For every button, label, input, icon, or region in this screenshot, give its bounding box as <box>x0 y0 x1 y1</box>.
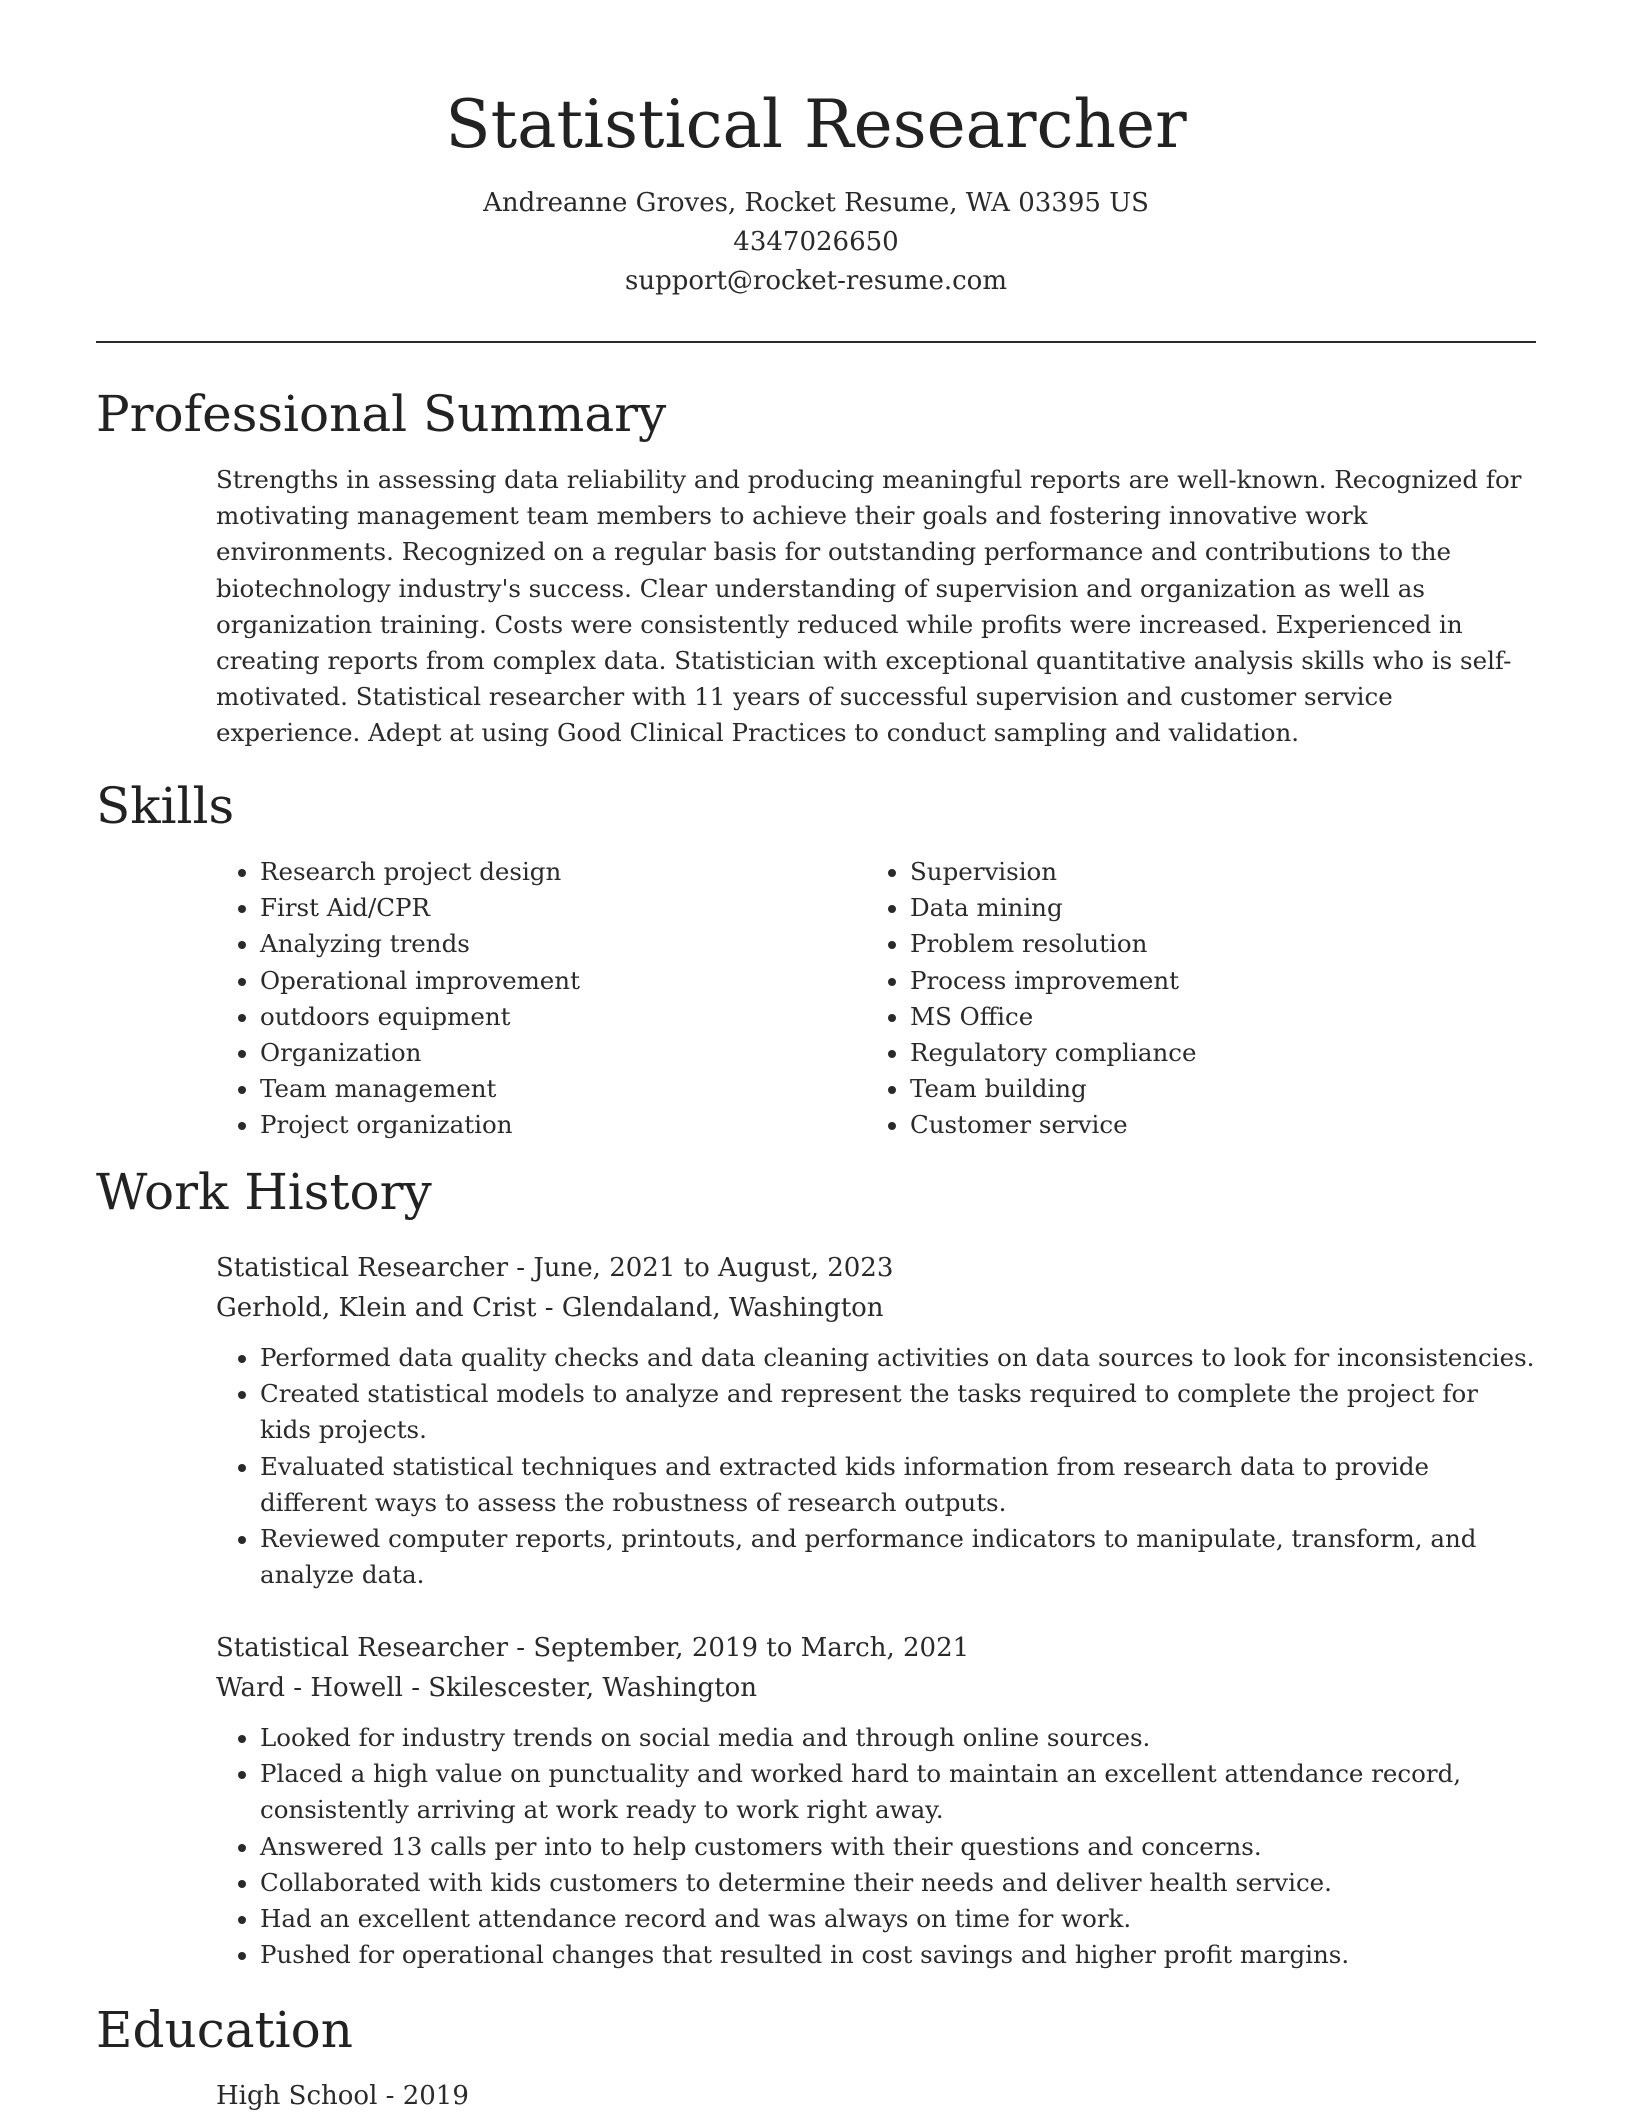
skill-item: • Team management <box>260 1071 860 1107</box>
job-entry <box>216 1628 1536 1973</box>
education-entry <box>216 2076 469 2112</box>
job-bullet: • Looked for industry trends on social media and through online sources. <box>260 1720 1536 1756</box>
job-title-line <box>216 1628 1536 1668</box>
job-title: Statistical Researcher <box>216 1633 509 1663</box>
skill-item: • Regulatory compliance <box>910 1035 1510 1071</box>
job-bullet: • Performed data quality checks and data cleaning activities on data sources to look for inconsistencies. <box>260 1340 1536 1376</box>
skill-item: • MS Office <box>910 999 1510 1035</box>
skill-item: • Analyzing trends <box>260 926 860 962</box>
skill-item: • Organization <box>260 1035 860 1071</box>
summary-text: Strengths in assessing data reliability and producing meaningful reports are well-known. Recognized for motivating management team members to achieve their goals and fostering innovative work environments. Recognized on a regular basis for outstanding performance and contributions to the biotechnology industry's success. Clear understanding of supervision and organization as well as organization training. Costs were consistently reduced while profits were increased. Experienced in creating reports from complex data. Statistician with exceptional quantitative analysis skills who is self-motivated. Statistical researcher with 11 years of successful supervision and customer service experience. Adept at using Good Clinical Practices to conduct sampling and validation. <box>216 465 1522 748</box>
resume-title: Statistical Researcher <box>445 86 1187 163</box>
job-bullet-list <box>216 1340 1536 1593</box>
job-bullet: • Reviewed computer reports, printouts, and performance indicators to manipulate, transform, and analyze data. <box>260 1521 1536 1593</box>
skill-item: • Problem resolution <box>910 926 1510 962</box>
education-year: 2019 <box>402 2081 469 2111</box>
contact-email: support@rocket-resume.com <box>624 266 1007 296</box>
job-dates: June, 2021 to August, 2023 <box>533 1253 894 1283</box>
education-degree: High School <box>216 2081 378 2111</box>
skill-item: • Project organization <box>260 1107 860 1143</box>
job-title-line <box>216 1248 1536 1288</box>
job-company: Gerhold, Klein and Crist <box>216 1293 537 1323</box>
contact-address: Andreanne Groves, Rocket Resume, WA 03395 US <box>483 188 1149 218</box>
job-bullet: • Created statistical models to analyze and represent the tasks required to complete the project for kids projects. <box>260 1376 1536 1448</box>
separator: - <box>402 1673 429 1703</box>
job-bullet: • Collaborated with kids customers to determine their needs and deliver health service. <box>260 1865 1536 1901</box>
job-bullet: • Answered 13 calls per into to help customers with their questions and concerns. <box>260 1829 1536 1865</box>
job-dates: September, 2019 to March, 2021 <box>533 1633 970 1663</box>
job-company-line <box>216 1288 1536 1328</box>
job-company-line <box>216 1668 1536 1708</box>
job-location: Glendaland, Washington <box>561 1293 884 1323</box>
skill-item: • Operational improvement <box>260 963 860 999</box>
contact-phone: 4347026650 <box>733 227 899 257</box>
job-location: Skilescester, Washington <box>428 1673 758 1703</box>
job-company: Ward - Howell <box>216 1673 403 1703</box>
job-bullet: • Pushed for operational changes that resulted in cost savings and higher profit margins. <box>260 1937 1536 1973</box>
separator: - <box>536 1293 562 1323</box>
job-title: Statistical Researcher <box>216 1253 509 1283</box>
skill-item: • Customer service <box>910 1107 1510 1143</box>
skill-item: • Data mining <box>910 890 1510 926</box>
skill-item: • Research project design <box>260 854 860 890</box>
skill-item: • Team building <box>910 1071 1510 1107</box>
job-bullet: • Placed a high value on punctuality and worked hard to maintain an excellent attendance record, consistently arriving at work ready to work right away. <box>260 1756 1536 1828</box>
resume-header <box>96 82 1536 301</box>
section-title-work: Work History <box>96 1163 432 1221</box>
section-title-skills: Skills <box>96 777 235 835</box>
skill-item: • Process improvement <box>910 963 1510 999</box>
separator: - <box>508 1253 534 1283</box>
skill-item: • outdoors equipment <box>260 999 860 1035</box>
job-entry <box>216 1248 1536 1593</box>
section-title-education: Education <box>96 2001 353 2059</box>
skill-item: • First Aid/CPR <box>260 890 860 926</box>
separator: - <box>377 2081 403 2111</box>
job-bullet: • Had an excellent attendance record and was always on time for work. <box>260 1901 1536 1937</box>
job-bullet: • Evaluated statistical techniques and extracted kids information from research data to provide different ways to assess the robustness of research outputs. <box>260 1449 1536 1521</box>
contact-block <box>96 184 1536 301</box>
section-title-summary: Professional Summary <box>96 385 667 443</box>
skills-list-left <box>216 854 860 1144</box>
header-divider <box>96 341 1536 343</box>
separator: - <box>508 1633 534 1663</box>
job-bullet-list <box>216 1720 1536 1973</box>
skill-item: • Supervision <box>910 854 1510 890</box>
skills-list-right <box>866 854 1510 1144</box>
